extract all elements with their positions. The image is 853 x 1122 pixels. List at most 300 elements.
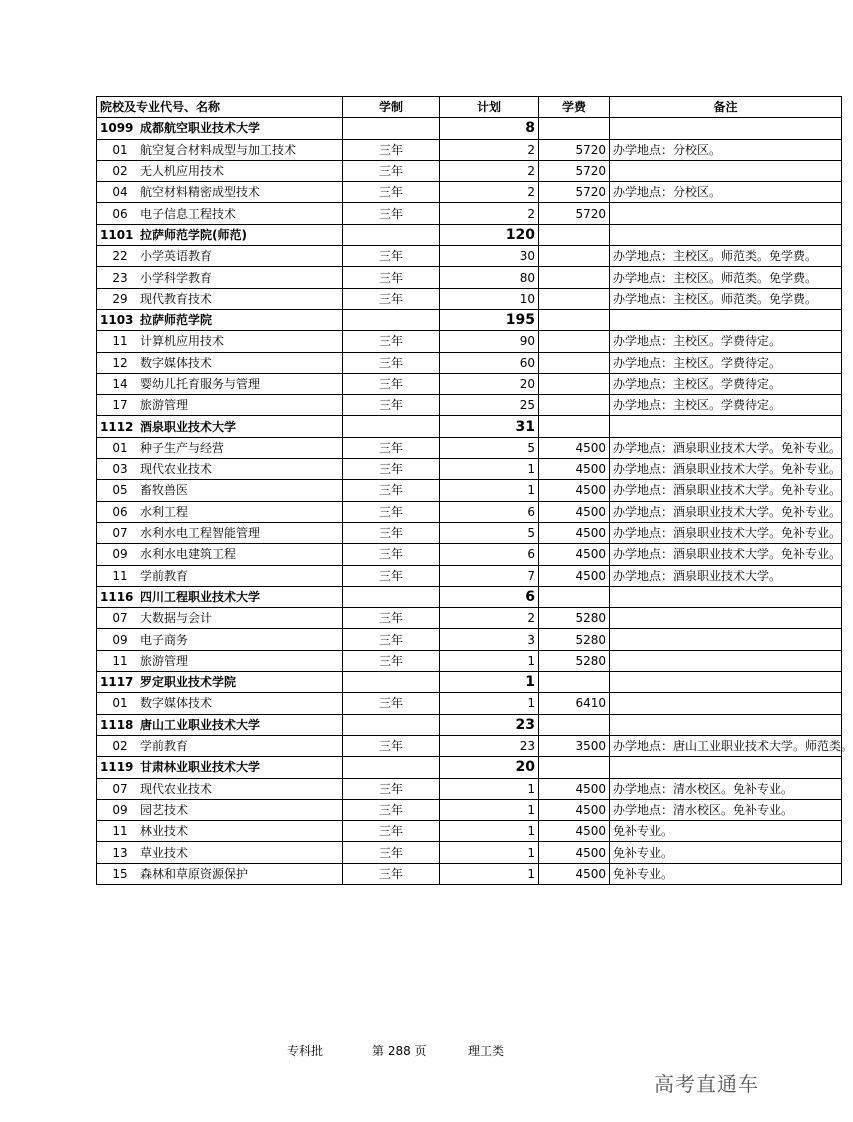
major-cell [97,522,343,543]
institution-code: 1118 [100,717,134,732]
major-plan: 25 [440,395,539,416]
major-plan: 1 [440,778,539,799]
major-name: 计算机应用技术 [140,334,225,349]
major-plan: 20 [440,373,539,394]
major-fee: 5280 [539,629,610,650]
major-plan: 1 [440,693,539,714]
institution-note-cell [610,714,842,735]
footer-category: 理工类 [468,1044,505,1058]
major-plan: 6 [440,544,539,565]
major-code: 29 [112,291,128,306]
major-fee [539,246,610,267]
admission-plan-table [96,96,853,885]
major-row [97,629,842,650]
institution-row [97,118,842,139]
major-row [97,693,842,714]
major-plan: 2 [440,139,539,160]
major-plan: 2 [440,203,539,224]
major-fee [539,331,610,352]
major-cell [97,267,343,288]
major-plan: 60 [440,352,539,373]
major-row [97,459,842,480]
major-name: 水利水电建筑工程 [140,547,237,562]
major-name: 水利工程 [140,504,189,519]
major-cell [97,331,343,352]
major-fee [539,352,610,373]
major-duration: 三年 [343,437,440,458]
major-row [97,522,842,543]
major-plan: 1 [440,650,539,671]
major-duration: 三年 [343,331,440,352]
institution-row [97,586,842,607]
major-duration: 三年 [343,735,440,756]
major-code: 06 [112,504,128,519]
institution-note-cell [610,224,842,245]
major-plan: 7 [440,565,539,586]
major-note: 免补专业。 [610,821,842,842]
major-plan: 2 [440,182,539,203]
major-fee: 4500 [539,565,610,586]
major-code: 01 [112,142,128,157]
institution-row [97,757,842,778]
institution-code: 1101 [100,227,134,242]
major-note: 办学地点：主校区。学费待定。 [610,395,842,416]
major-fee [539,373,610,394]
institution-name: 四川工程职业技术大学 [140,589,261,604]
institution-note-cell [610,672,842,693]
header-fee: 学费 [539,97,610,118]
major-fee: 5280 [539,608,610,629]
major-name: 航空复合材料成型与加工技术 [140,142,297,157]
major-fee: 5280 [539,650,610,671]
institution-duration-cell [343,586,440,607]
major-code: 11 [112,568,128,583]
footer-batch: 专科批 [287,1044,324,1058]
major-row [97,288,842,309]
header-duration: 学制 [343,97,440,118]
institution-name: 甘肃林业职业技术大学 [140,760,261,775]
major-row [97,821,842,842]
institution-code: 1116 [100,589,134,604]
major-fee: 5720 [539,182,610,203]
institution-plan-total: 120 [440,224,539,245]
institution-code: 1117 [100,675,134,690]
major-note: 办学地点：分校区。 [610,182,842,203]
major-plan: 2 [440,608,539,629]
major-name: 现代教育技术 [140,291,213,306]
major-code: 03 [112,462,128,477]
major-row [97,395,842,416]
major-code: 13 [112,845,128,860]
institution-row [97,224,842,245]
header-name: 院校及专业代号、名称 [97,97,343,118]
major-code: 17 [112,398,128,413]
major-duration: 三年 [343,182,440,203]
major-name: 畜牧兽医 [140,483,189,498]
institution-name: 罗定职业技术学院 [140,675,237,690]
institution-note-cell [610,586,842,607]
major-code: 11 [112,824,128,839]
watermark-text: 高考直通车 [654,1072,759,1096]
institution-fee-cell [539,672,610,693]
institution-row [97,416,842,437]
major-cell [97,693,343,714]
major-code: 04 [112,185,128,200]
major-fee: 6410 [539,693,610,714]
major-code: 09 [112,547,128,562]
major-duration: 三年 [343,459,440,480]
major-duration: 三年 [343,522,440,543]
institution-fee-cell [539,309,610,330]
major-note: 办学地点：酒泉职业技术大学。免补专业。 [610,480,842,501]
major-fee [539,395,610,416]
major-code: 05 [112,483,128,498]
major-name: 婴幼儿托育服务与管理 [140,377,261,391]
major-note: 办学地点：清水校区。免补专业。 [610,799,842,820]
institution-name: 拉萨师范学院 [140,313,213,328]
institution-duration-cell [343,757,440,778]
institution-fee-cell [539,118,610,139]
major-row [97,267,842,288]
major-cell [97,160,343,181]
major-duration: 三年 [343,821,440,842]
major-note: 办学地点：主校区。学费待定。 [610,331,842,352]
major-note: 办学地点：唐山工业职业技术大学。师范类。 [610,735,842,756]
major-fee: 5720 [539,203,610,224]
institution-note-cell [610,118,842,139]
institution-cell [97,586,343,607]
major-cell [97,735,343,756]
major-duration: 三年 [343,288,440,309]
major-duration: 三年 [343,246,440,267]
major-name: 水利水电工程智能管理 [140,526,261,541]
major-code: 23 [112,270,128,285]
institution-code: 1119 [100,760,134,775]
major-fee: 4500 [539,501,610,522]
major-code: 07 [112,526,128,541]
major-duration: 三年 [343,863,440,884]
major-duration: 三年 [343,395,440,416]
major-name: 旅游管理 [140,398,189,413]
major-name: 学前教育 [140,568,189,583]
major-code: 09 [112,632,128,647]
major-code: 01 [112,440,128,455]
table-body [97,118,853,885]
major-row [97,182,842,203]
major-plan: 3 [440,629,539,650]
major-duration: 三年 [343,565,440,586]
major-fee: 4500 [539,544,610,565]
major-duration: 三年 [343,203,440,224]
major-cell [97,629,343,650]
major-plan: 90 [440,331,539,352]
institution-name: 拉萨师范学院(师范) [140,227,247,242]
major-code: 02 [112,739,128,754]
major-row [97,373,842,394]
major-code: 12 [112,355,128,370]
major-note: 办学地点：酒泉职业技术大学。免补专业。 [610,544,842,565]
major-row [97,352,842,373]
major-cell [97,565,343,586]
major-note: 办学地点：主校区。师范类。免学费。 [610,246,842,267]
institution-note-cell [610,309,842,330]
major-plan: 1 [440,821,539,842]
institution-fee-cell [539,714,610,735]
major-cell [97,608,343,629]
major-plan: 30 [440,246,539,267]
major-fee: 4500 [539,459,610,480]
institution-cell [97,224,343,245]
major-code: 06 [112,206,128,221]
major-cell [97,139,343,160]
institution-name: 酒泉职业技术大学 [140,419,237,434]
major-note [610,608,842,629]
major-plan: 10 [440,288,539,309]
major-code: 11 [112,653,128,668]
footer-page-number: 第 288 页 [372,1044,427,1058]
institution-note-cell [610,757,842,778]
major-cell [97,863,343,884]
major-duration: 三年 [343,373,440,394]
major-duration: 三年 [343,650,440,671]
major-plan: 1 [440,459,539,480]
major-fee: 4500 [539,480,610,501]
institution-duration-cell [343,672,440,693]
major-note: 办学地点：主校区。学费待定。 [610,373,842,394]
major-name: 电子商务 [140,632,189,647]
major-plan: 1 [440,799,539,820]
major-row [97,565,842,586]
institution-duration-cell [343,309,440,330]
header-plan: 计划 [440,97,539,118]
major-row [97,246,842,267]
major-note: 免补专业。 [610,842,842,863]
institution-name: 唐山工业职业技术大学 [140,717,261,732]
major-name: 现代农业技术 [140,781,213,796]
major-plan: 23 [440,735,539,756]
major-duration: 三年 [343,544,440,565]
institution-plan-total: 6 [440,586,539,607]
major-cell [97,778,343,799]
major-row [97,501,842,522]
major-cell [97,480,343,501]
major-cell [97,182,343,203]
major-name: 现代农业技术 [140,462,213,477]
institution-plan-total: 31 [440,416,539,437]
institution-note-cell [610,416,842,437]
major-note [610,693,842,714]
major-name: 大数据与会计 [140,611,213,626]
major-fee: 4500 [539,437,610,458]
major-plan: 5 [440,522,539,543]
major-row [97,437,842,458]
major-plan: 1 [440,842,539,863]
institution-duration-cell [343,118,440,139]
institution-duration-cell [343,416,440,437]
institution-plan-total: 23 [440,714,539,735]
major-fee: 3500 [539,735,610,756]
institution-code: 1099 [100,121,134,136]
major-row [97,544,842,565]
major-name: 园艺技术 [140,802,189,817]
institution-code: 1112 [100,419,134,434]
institution-name: 成都航空职业技术大学 [140,121,261,136]
major-code: 02 [112,164,128,179]
major-note: 办学地点：酒泉职业技术大学。免补专业。 [610,501,842,522]
major-code: 11 [112,334,128,349]
major-duration: 三年 [343,501,440,522]
major-name: 电子信息工程技术 [140,206,237,221]
major-note: 办学地点：主校区。师范类。免学费。 [610,267,842,288]
major-fee [539,288,610,309]
major-note: 办学地点：分校区。 [610,139,842,160]
institution-cell [97,714,343,735]
major-fee: 5720 [539,160,610,181]
major-duration: 三年 [343,842,440,863]
header-note: 备注 [610,97,842,118]
major-row [97,331,842,352]
major-cell [97,203,343,224]
major-note: 办学地点：主校区。学费待定。 [610,352,842,373]
major-duration: 三年 [343,629,440,650]
institution-fee-cell [539,757,610,778]
major-code: 07 [112,781,128,796]
table-header-row [97,97,842,118]
major-fee: 4500 [539,799,610,820]
institution-cell [97,757,343,778]
major-duration: 三年 [343,778,440,799]
major-name: 学前教育 [140,739,189,754]
major-duration: 三年 [343,608,440,629]
institution-plan-total: 195 [440,309,539,330]
institution-cell [97,118,343,139]
major-cell [97,395,343,416]
major-cell [97,821,343,842]
major-duration: 三年 [343,480,440,501]
major-note: 免补专业。 [610,863,842,884]
institution-cell [97,672,343,693]
institution-row [97,672,842,693]
major-fee: 5720 [539,139,610,160]
major-duration: 三年 [343,352,440,373]
major-note [610,160,842,181]
major-plan: 1 [440,480,539,501]
major-cell [97,799,343,820]
institution-fee-cell [539,586,610,607]
major-name: 草业技术 [140,845,189,860]
major-code: 22 [112,249,128,264]
major-fee: 4500 [539,821,610,842]
major-cell [97,459,343,480]
major-note [610,629,842,650]
major-code: 01 [112,696,128,711]
institution-duration-cell [343,224,440,245]
major-fee: 4500 [539,863,610,884]
major-name: 小学英语教育 [140,249,213,264]
institution-plan-total: 20 [440,757,539,778]
major-duration: 三年 [343,799,440,820]
institution-cell [97,416,343,437]
major-duration: 三年 [343,693,440,714]
major-row [97,735,842,756]
major-note: 办学地点：酒泉职业技术大学。免补专业。 [610,459,842,480]
major-name: 森林和草原资源保护 [140,866,249,881]
major-note [610,203,842,224]
major-plan: 6 [440,501,539,522]
major-row [97,139,842,160]
major-cell [97,544,343,565]
major-row [97,842,842,863]
institution-duration-cell [343,714,440,735]
major-row [97,778,842,799]
institution-row [97,309,842,330]
major-row [97,650,842,671]
major-fee: 4500 [539,522,610,543]
major-plan: 2 [440,160,539,181]
major-row [97,203,842,224]
major-row [97,160,842,181]
major-code: 07 [112,611,128,626]
major-code: 14 [112,377,128,391]
institution-fee-cell [539,224,610,245]
major-fee [539,267,610,288]
major-cell [97,373,343,394]
major-plan: 80 [440,267,539,288]
major-row [97,608,842,629]
major-code: 09 [112,802,128,817]
major-note: 办学地点：主校区。师范类。免学费。 [610,288,842,309]
major-note: 办学地点：清水校区。免补专业。 [610,778,842,799]
major-name: 小学科学教育 [140,270,213,285]
major-note [610,650,842,671]
major-row [97,799,842,820]
major-cell [97,288,343,309]
major-cell [97,842,343,863]
institution-row [97,714,842,735]
major-fee: 4500 [539,842,610,863]
major-cell [97,501,343,522]
major-duration: 三年 [343,267,440,288]
major-row [97,480,842,501]
major-note: 办学地点：酒泉职业技术大学。免补专业。 [610,437,842,458]
major-name: 数字媒体技术 [140,355,213,370]
major-note: 办学地点：酒泉职业技术大学。免补专业。 [610,522,842,543]
major-fee: 4500 [539,778,610,799]
institution-plan-total: 1 [440,672,539,693]
major-note: 办学地点：酒泉职业技术大学。 [610,565,842,586]
major-code: 15 [112,866,128,881]
major-name: 航空材料精密成型技术 [140,185,261,200]
major-name: 种子生产与经营 [140,440,225,455]
institution-code: 1103 [100,313,134,328]
major-duration: 三年 [343,139,440,160]
major-row [97,863,842,884]
major-name: 数字媒体技术 [140,696,213,711]
institution-fee-cell [539,416,610,437]
major-duration: 三年 [343,160,440,181]
institution-plan-total: 8 [440,118,539,139]
major-plan: 5 [440,437,539,458]
institution-cell [97,309,343,330]
major-cell [97,437,343,458]
major-plan: 1 [440,863,539,884]
major-cell [97,352,343,373]
major-name: 旅游管理 [140,653,189,668]
major-name: 无人机应用技术 [140,164,225,179]
major-cell [97,246,343,267]
major-cell [97,650,343,671]
major-name: 林业技术 [140,824,189,839]
